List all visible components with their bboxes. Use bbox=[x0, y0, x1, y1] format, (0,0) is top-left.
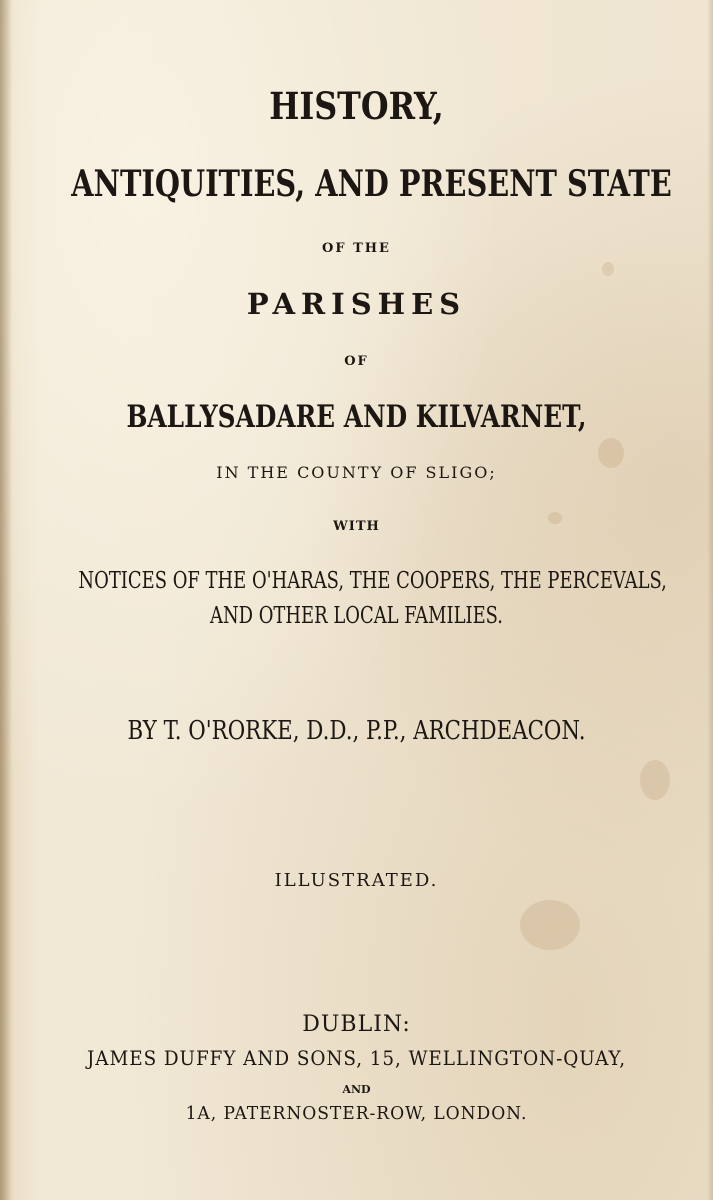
paper-stain bbox=[520, 900, 580, 950]
imprint-city: DUBLIN: bbox=[302, 1012, 411, 1037]
connector-with: WITH bbox=[333, 519, 380, 534]
paper-stain bbox=[602, 262, 614, 276]
notices-line-2: AND OTHER LOCAL FAMILIES. bbox=[209, 603, 504, 629]
imprint-london-address: 1A, PATERNOSTER-ROW, LONDON. bbox=[185, 1103, 528, 1124]
author-line: BY T. O'RORKE, D.D., P.P., ARCHDEACON. bbox=[127, 716, 586, 746]
paper-stain bbox=[640, 760, 670, 800]
illustrated-note: ILLUSTRATED. bbox=[274, 870, 439, 891]
imprint-and: AND bbox=[342, 1083, 371, 1096]
title-county: IN THE COUNTY OF SLIGO; bbox=[216, 463, 497, 482]
imprint-publisher: JAMES DUFFY AND SONS, 15, WELLINGTON-QUAY, bbox=[86, 1046, 627, 1070]
title-parishes: PARISHES bbox=[246, 287, 467, 321]
connector-of: OF bbox=[344, 354, 369, 369]
title-line-2: ANTIQUITIES, AND PRESENT STATE bbox=[71, 163, 672, 205]
title-places: BALLYSADARE AND KILVARNET, bbox=[126, 399, 587, 435]
title-line-1: HISTORY, bbox=[269, 84, 444, 128]
connector-of-the: OF THE bbox=[322, 241, 391, 256]
notices-line-1: NOTICES OF THE O'HARAS, THE COOPERS, THE PERCEVALS, bbox=[78, 568, 667, 594]
